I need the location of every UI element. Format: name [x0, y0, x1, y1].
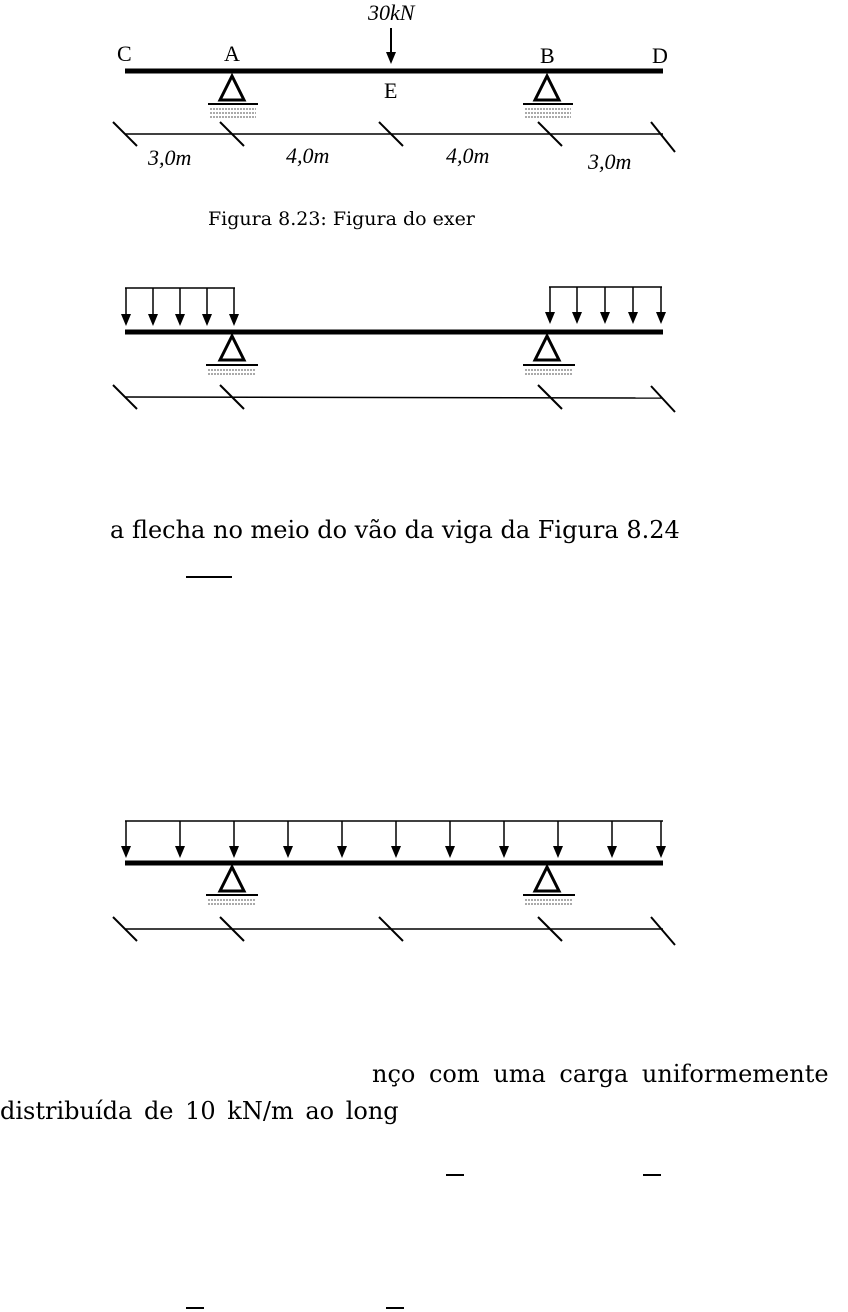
distributed-load-right [545, 287, 666, 324]
figure-caption: Figura 8.23: Figura do exer [208, 208, 475, 230]
fraction-bar [186, 576, 232, 578]
paragraph-deflection: a flecha no meio do vão da viga da Figura 8.24 [110, 516, 680, 544]
distributed-load-left [121, 288, 239, 326]
load-label: 30kN [368, 0, 415, 25]
paragraph-uniform-load-line-2: distribuída de 10 kN/m ao long [0, 1097, 399, 1125]
paragraph-uniform-load-line-1: nço com uma carga uniformemente [372, 1060, 829, 1088]
support-a [206, 336, 258, 374]
dimension-line [113, 122, 675, 152]
distributed-load [121, 821, 666, 858]
dimension-label: 4,0m [446, 143, 490, 168]
figure-uniform-load-beam [0, 810, 848, 960]
dimension-label: 4,0m [286, 143, 330, 168]
fraction-bar [186, 1307, 204, 1309]
support-a [206, 867, 258, 904]
point-label-c: C [117, 41, 132, 66]
support-b [523, 76, 573, 117]
support-b [523, 336, 575, 374]
dimension-label: 3,0m [588, 149, 632, 174]
dimension-label: 3,0m [148, 145, 192, 170]
point-label-e: E [384, 78, 398, 103]
figure-point-load-beam [0, 0, 848, 200]
support-b [523, 867, 575, 904]
fraction-bar [446, 1174, 464, 1176]
point-load-arrowhead [386, 52, 396, 64]
fraction-bar [643, 1174, 661, 1176]
support-a [208, 76, 258, 117]
dimension-line [113, 385, 675, 412]
point-label-d: D [652, 43, 668, 68]
fraction-bar [386, 1307, 404, 1309]
figure-overhang-load-beam [0, 270, 848, 430]
point-label-b: B [540, 43, 555, 68]
point-label-a: A [224, 41, 240, 66]
dimension-line [113, 917, 675, 945]
